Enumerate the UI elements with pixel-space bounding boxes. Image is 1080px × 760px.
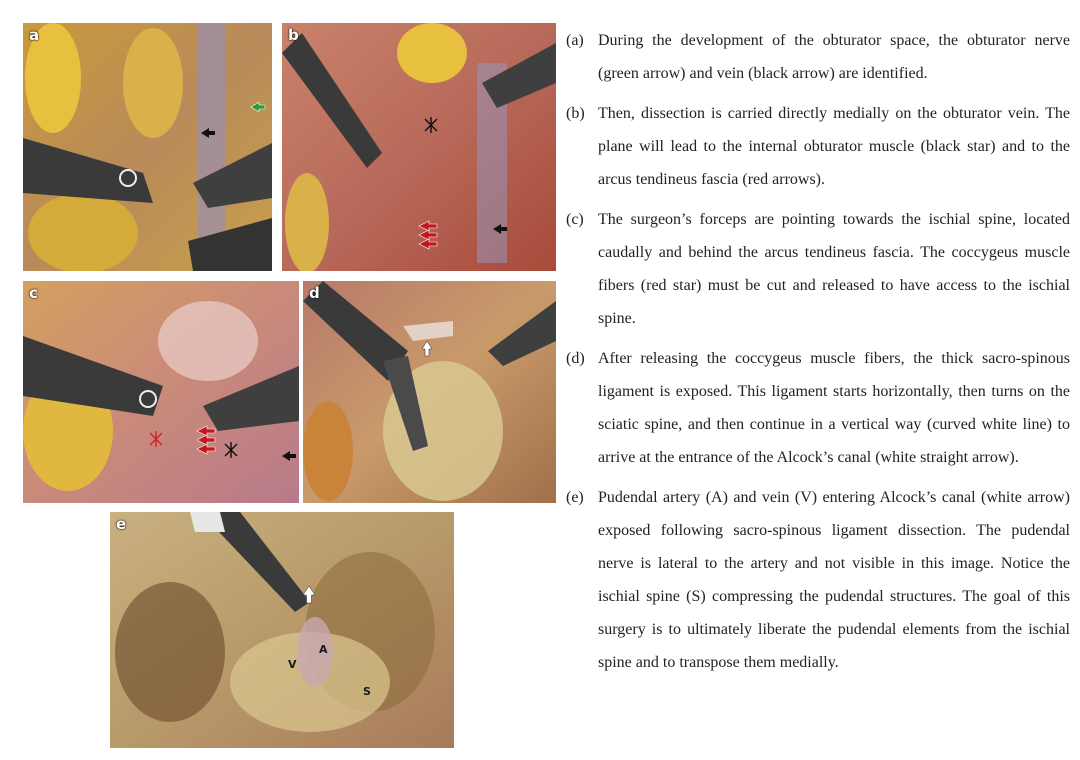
panel-e-photo xyxy=(110,512,454,748)
panel-b-image xyxy=(282,23,556,271)
caption-letter: (c) xyxy=(566,211,584,228)
panel-d-image xyxy=(303,281,556,503)
artery-label: A xyxy=(319,643,328,656)
panel-e-letter: e xyxy=(116,515,127,533)
caption-e xyxy=(566,481,1070,679)
panel-a-letter: a xyxy=(29,26,40,44)
panel-e-image xyxy=(110,512,454,748)
caption-text: The surgeon’s forceps are pointing towards the ischial spine, located caudally and behind the arcus tendineus fascia. The coccygeus muscle fibers (red star) must be cut and released to have access to the ischial spine. xyxy=(598,211,1070,327)
vein-label: V xyxy=(288,658,297,671)
panel-c-letter: c xyxy=(29,284,38,302)
panel-c-photo xyxy=(23,281,299,503)
caption-letter: (d) xyxy=(566,350,585,367)
caption-letter: (b) xyxy=(566,105,585,122)
caption-text: Then, dissection is carried directly medially on the obturator vein. The plane will lead to the internal obturator muscle (black star) and to the arcus tendineus fascia (red arrows). xyxy=(598,105,1070,188)
panel-a-image xyxy=(23,23,272,271)
caption-list xyxy=(566,24,1070,679)
red-arrows-icon xyxy=(419,221,437,249)
caption-text: During the development of the obturator space, the obturator nerve (green arrow) and vein (black arrow) are identified. xyxy=(598,32,1070,82)
caption-text: Pudendal artery (A) and vein (V) entering Alcock’s canal (white arrow) exposed following sacro-spinous ligament dissection. The pudendal nerve is lateral to the artery and not visible in this image. Notice the ischial spine (S) compressing the pudendal structures. The goal of this surgery is to ultimately liberate the pudendal elements from the ischial spine and to transpose them medially. xyxy=(598,489,1070,671)
panel-c-image xyxy=(23,281,299,503)
caption-a xyxy=(566,24,1070,90)
caption-letter: (a) xyxy=(566,32,584,49)
caption-c xyxy=(566,203,1070,335)
panel-b-letter: b xyxy=(288,26,299,44)
spine-label: S xyxy=(363,685,371,698)
red-arrows-icon xyxy=(197,426,215,454)
caption-text: After releasing the coccygeus muscle fibers, the thick sacro-spinous ligament is exposed. This ligament starts horizontally, then turns on the sciatic spine, and then continue in a vertical way (curved white line) to arrive at the entrance of the Alcock’s canal (white straight arrow). xyxy=(598,350,1070,466)
caption-d xyxy=(566,342,1070,474)
panel-d-photo xyxy=(303,281,556,503)
panel-d-letter: d xyxy=(309,284,320,302)
caption-letter: (e) xyxy=(566,489,584,506)
panel-b-photo xyxy=(282,23,556,271)
caption-b xyxy=(566,97,1070,196)
panel-a-photo xyxy=(23,23,272,271)
